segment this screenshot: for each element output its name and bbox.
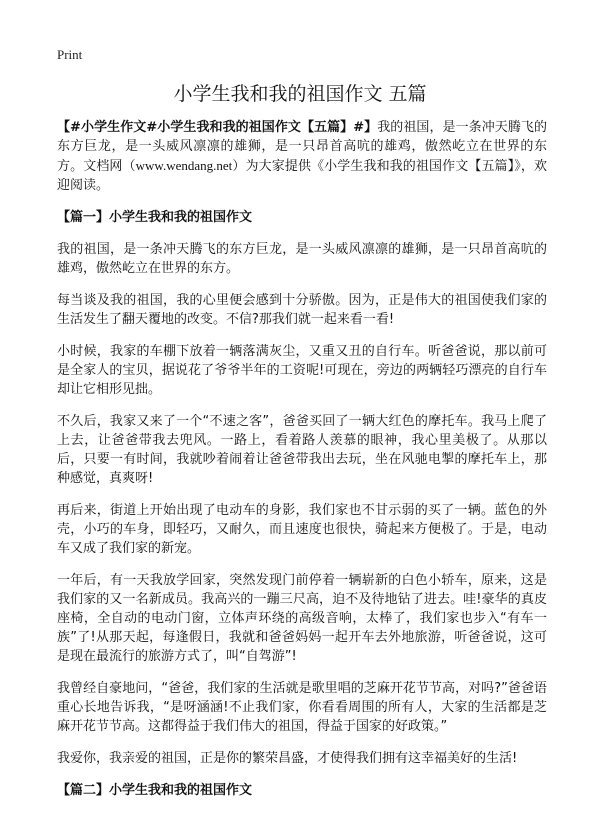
article-body	[57, 118, 547, 813]
section-heading-2: 【篇二】小学生我和我的祖国作文	[57, 783, 253, 798]
print-label: Print	[57, 47, 83, 62]
intro-text-1: 我的祖国，是一条冲天腾飞的东方巨龙，是一头威风凛凛的雄狮，是一只昂首高吭的雄鸡，傲然屹立在世界的东方。文档网（	[57, 120, 547, 174]
intro-paragraph	[57, 118, 547, 195]
paragraph: 我曾经自豪地问，“爸爸，我们家的生活就是歌里唱的芝麻开花节节高，对吗?”爸爸语重心长地告诉我，“是呀涵涵!不止我们家，你看看周围的所有人，大家的生活都是芝麻开花节节高。这都得益于我们伟大的祖国，得益于国家的好政策。”	[57, 681, 547, 734]
section-heading-1: 【篇一】小学生我和我的祖国作文	[57, 210, 253, 225]
paragraph: 一年后，有一天我放学回家，突然发现门前停着一辆崭新的白色小轿车，原来，这是我们家的又一名新成员。我高兴的一蹦三尺高，迫不及待地钻了进去。哇!豪华的真皮座椅，全自动的电动门窗，立体声环绕的高级音响，太棒了，我们家也步入“有车一族”了!从那天起，每逢假日，我就和爸爸妈妈一起开车去外地旅游，听爸爸说，这可是现在最流行的旅游方式了，叫“自驾游”!	[57, 573, 547, 664]
paragraph: 不久后，我家又来了一个“不速之客”，爸爸买回了一辆大红色的摩托车。我马上爬了上去，让爸爸带我去兜风。一路上，看着路人羡慕的眼神，我心里美极了。从那以后，只要一有时间，我就吵着闹着让爸爸带我出去玩，坐在风驰电掣的摩托车上，那种感觉，真爽呀!	[57, 414, 547, 486]
intro-tag: 【#小学生作文#小学生我和我的祖国作文【五篇】#】	[57, 120, 378, 135]
paragraph: 每当谈及我的祖国，我的心里便会感到十分骄傲。因为，正是伟大的祖国使我们家的生活发生了翻天覆地的改变。不信?那我们就一起来看一看!	[57, 293, 547, 327]
paragraph: 小时候，我家的车棚下放着一辆落满灰尘，又重又丑的自行车。听爸爸说，那以前可是全家人的宝贝，据说花了爷爷半年的工资呢!可现在，旁边的两辆轻巧漂亮的自行车却让它相形见拙。	[57, 344, 547, 397]
site-url: www.wendang.net	[135, 158, 233, 173]
paragraph: 再后来，街道上开始出现了电动车的身影，我们家也不甘示弱的买了一辆。蓝色的外壳，小巧的车身，即轻巧，又耐久，而且速度也很快，骑起来方便极了。于是，电动车又成了我们家的新宠。	[57, 503, 547, 556]
paragraph: 我爱你，我亲爱的祖国，正是你的繁荣昌盛，才使得我们拥有这幸福美好的生活!	[57, 751, 518, 766]
paragraph: 我的祖国，是一条冲天腾飞的东方巨龙，是一头威风凛凛的雄狮，是一只昂首高吭的雄鸡，傲然屹立在世界的东方。	[57, 242, 547, 276]
page-title: 小学生我和我的祖国作文 五篇	[173, 83, 427, 105]
intro-text-2: ）为大家提供《小学生我和我的祖国作文【五篇】》，欢迎阅读。	[57, 159, 547, 193]
